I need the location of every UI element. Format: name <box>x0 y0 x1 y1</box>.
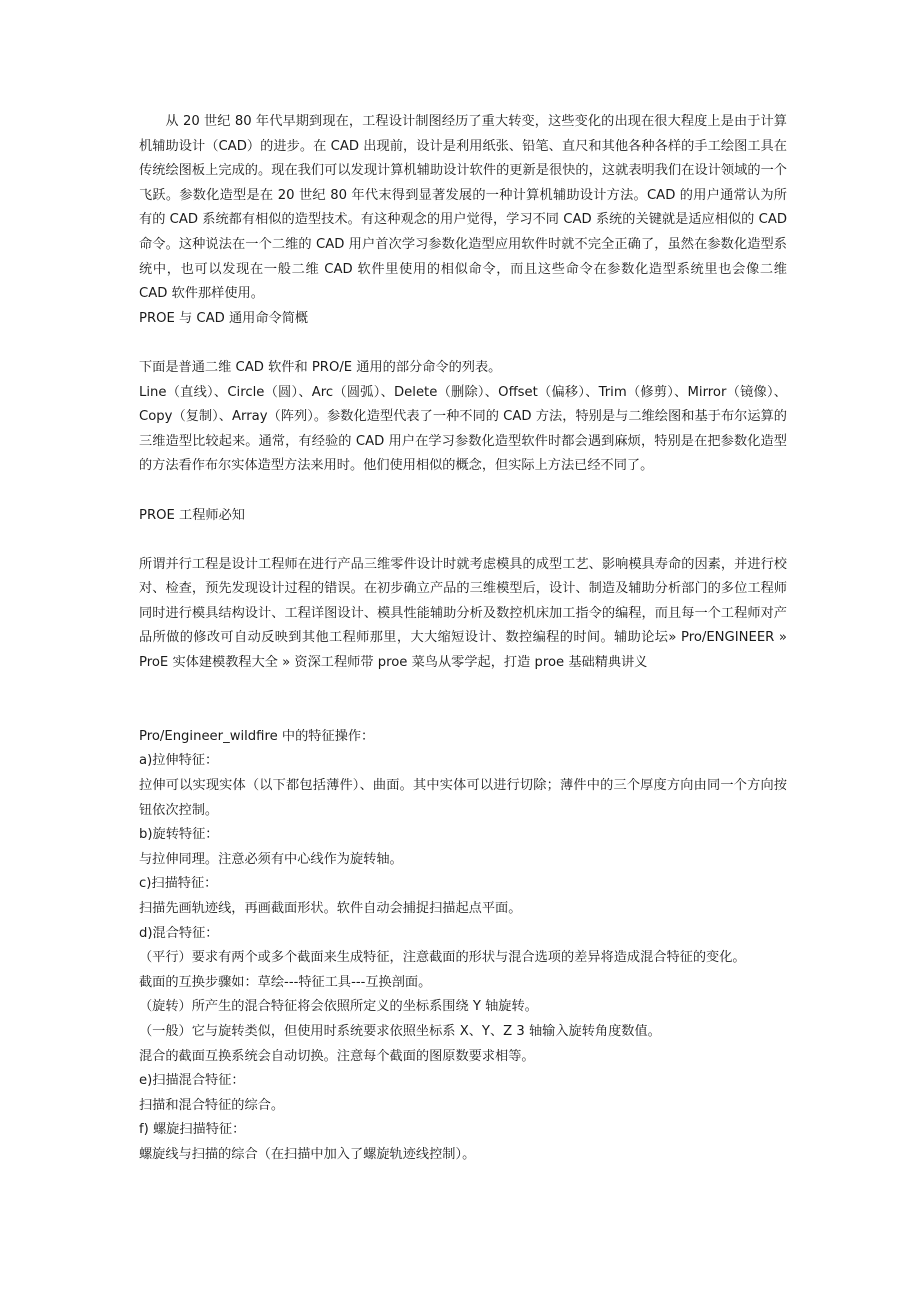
feature-line: 与拉伸同理。注意必须有中心线作为旋转轴。 <box>139 851 403 867</box>
section-heading-engineer: PROE 工程师必知 <box>139 507 245 523</box>
feature-line: 螺旋线与扫描的综合（在扫描中加入了螺旋轨迹线控制）。 <box>139 1146 476 1162</box>
feature-line: 扫描和混合特征的综合。 <box>139 1097 285 1113</box>
feature-line: 扫描先画轨迹线，再画截面形状。软件自动会捕捉扫描起点平面。 <box>139 901 522 916</box>
feature-line: b)旋转特征： <box>139 827 219 843</box>
blank-line <box>139 676 787 725</box>
section-heading-features: Pro/Engineer_wildfire 中的特征操作： <box>139 728 375 744</box>
feature-line: d)混合特征： <box>139 925 219 941</box>
feature-line: 混合的截面互换系统会自动切换。注意每个截面的图原数要求相等。 <box>139 1048 535 1064</box>
blank-line <box>139 528 787 553</box>
section-heading-commands: PROE 与 CAD 通用命令简概 <box>139 310 309 326</box>
feature-line: c)扫描特征： <box>139 876 218 892</box>
feature-line: f) 螺旋扫描特征： <box>139 1122 246 1138</box>
blank-line <box>139 331 787 356</box>
feature-line: （旋转）所产生的混合特征将会依照所定义的坐标系围绕 Y 轴旋转。 <box>139 999 538 1015</box>
feature-line: （一般）它与旋转类似，但使用时系统要求依照坐标系 X、Y、Z 3 轴输入旋转角度数值。 <box>139 1023 661 1039</box>
commands-lead: 下面是普通二维 CAD 软件和 PRO/E 通用的部分命令的列表。 <box>139 359 502 375</box>
document-body <box>139 110 787 1168</box>
commands-paragraph: Line（直线）、Circle（圆）、Arc（圆弧）、Delete（删除）、Offset（偏移）、Trim（修剪）、Mirror（镜像）、Copy（复制）、Array（阵列）。参数化造型代表了一种不同的 CAD 方法，特别是与二维绘图和基于布尔运算的三维造型比较起来。通常，有经验的 CAD 用户在学习参数化造型软件时都会遇到麻烦，特别是在把参数化造型的方法看作布尔实体造型方法来用时。他们使用相似的概念，但实际上方法已经不同了。 <box>139 384 787 474</box>
intro-paragraph: 从 20 世纪 80 年代早期到现在，工程设计制图经历了重大转变，这些变化的出现在很大程度上是由于计算机辅助设计（CAD）的进步。在 CAD 出现前，设计是利用纸张、铅笔、直尺和其他各种各样的手工绘图工具在传统绘图板上完成的。现在我们可以发现计算机辅助设计软件的更新是很快的，这就表明我们在设计领域的一个飞跃。参数化造型是在 20 世纪 80 年代末得到显著发展的一种计算机辅助设计方法。CAD 的用户通常认为所有的 CAD 系统都有相似的造型技术。有这种观念的用户觉得，学习不同 CAD 系统的关键就是适应相似的 CAD 命令。这种说法在一个二维的 CAD 用户首次学习参数化造型应用软件时就不完全正确了，虽然在参数化造型系统中，也可以发现在一般二维 CAD 软件里使用的相似命令，而且这些命令在参数化造型系统里也会像二维 CAD 软件那样使用。 <box>139 114 787 302</box>
feature-line: e)扫描混合特征： <box>139 1073 245 1089</box>
engineer-paragraph: 所谓并行工程是设计工程师在进行产品三维零件设计时就考虑模具的成型工艺、影响模具寿命的因素，并进行校对、检查，预先发现设计过程的错误。在初步确立产品的三维模型后，设计、制造及辅助分析部门的多位工程师同时进行模具结构设计、工程详图设计、模具性能辅助分析及数控机床加工指令的编程，而且每一个工程师对产品所做的修改可自动反映到其他工程师那里，大大缩短设计、数控编程的时间。辅助论坛» Pro/ENGINEER » ProE 实体建模教程大全 » 资深工程师带 proe 菜鸟从零学起，打造 proe 基础精典讲义 <box>139 556 787 671</box>
feature-line: （平行）要求有两个或多个截面来生成特征，注意截面的形状与混合选项的差异将造成混合特征的变化。 <box>139 950 746 966</box>
feature-line: a)拉伸特征： <box>139 753 219 769</box>
feature-line: 拉伸可以实现实体（以下都包括薄件）、曲面。其中实体可以进行切除；薄件中的三个厚度方向由同一个方向按钮依次控制。 <box>139 778 787 818</box>
feature-line: 截面的互换步骤如：草绘---特征工具---互换剖面。 <box>139 974 432 990</box>
blank-line <box>139 479 787 504</box>
